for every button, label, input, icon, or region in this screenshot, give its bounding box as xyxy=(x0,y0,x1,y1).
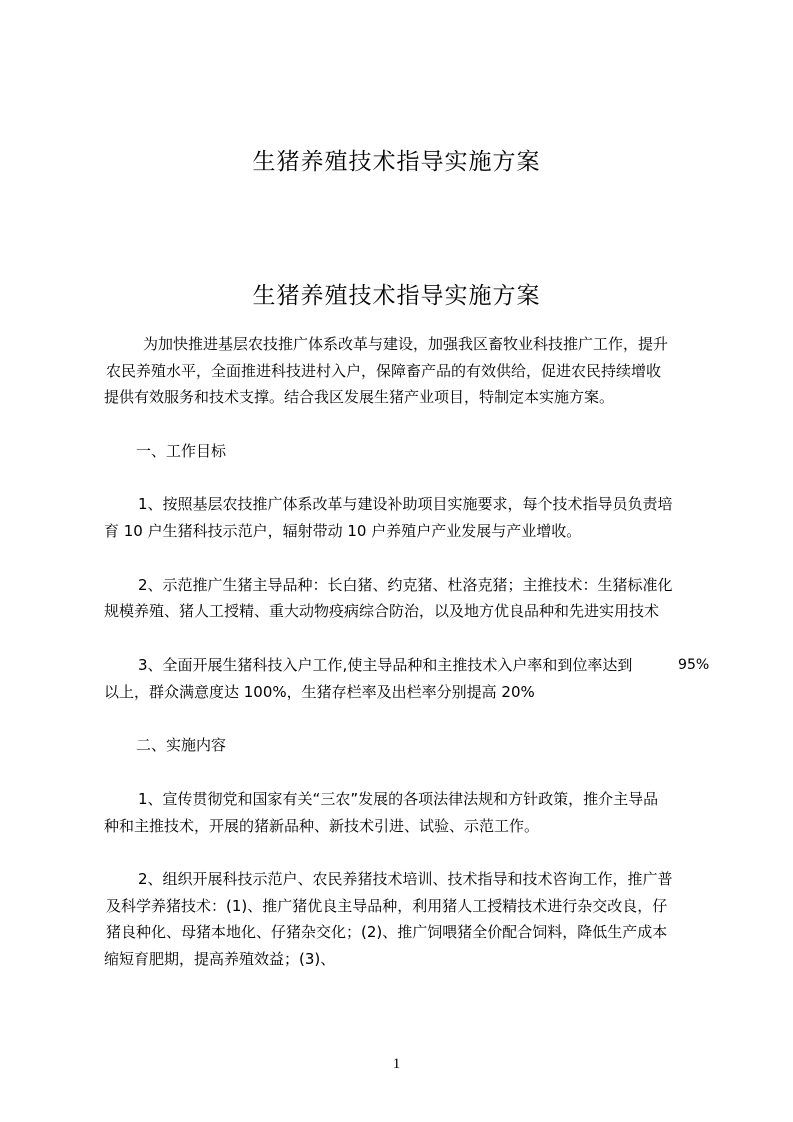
paragraph-line: 2、示范推广生猪主导品种：长白猪、约克猪、杜洛克猪；主推技术：生猪标准化 xyxy=(138,576,673,594)
paragraph-line: 种和主推技术，开展的猪新品种、新技术引进、试验、示范工作。 xyxy=(104,817,540,835)
paragraph-line: 1、宣传贯彻党和国家有关“三农”发展的各项法律法规和方针政策，推介主导品 xyxy=(138,790,659,808)
paragraph-line: 提供有效服务和技术支撑。结合我区发展生猪产业项目，特制定本实施方案。 xyxy=(104,388,615,406)
paragraph-line: 及科学养猪技术：(1)、推广猪优良主导品种，利用猪人工授精技术进行杂交改良，仔 xyxy=(106,897,668,915)
header-title: 生猪养殖技术指导实施方案 xyxy=(252,149,541,175)
section-heading: 一、工作目标 xyxy=(136,442,227,460)
paragraph-line: 农民养殖水平，全面推进科技进村入户，保障畜产品的有效供给，促进农民持续增收 xyxy=(106,362,662,380)
rate-value: 95% xyxy=(678,657,710,673)
paragraph-line: 为加快推进基层农技推广体系改革与建设，加强我区畜牧业科技推广工作，提升 xyxy=(143,335,669,353)
paragraph-line: 3、全面开展生猪科技入户工作,使主导品种和主推技术入户率和到位率达到 xyxy=(138,656,633,674)
paragraph-line: 育 10 户生猪科技示范户，辐射带动 10 户养殖户产业发展与产业增收。 xyxy=(104,522,582,540)
page-title: 生猪养殖技术指导实施方案 xyxy=(252,283,541,309)
paragraph-line: 猪良种化、母猪本地化、仔猪杂交化；(2)、推广饲喂猪全价配合饲料，降低生产成本 xyxy=(106,923,668,941)
paragraph-line: 规模养殖、猪人工授精、重大动物疫病综合防治，以及地方优良品种和先进实用技术 xyxy=(104,602,660,620)
paragraph-line: 2、组织开展科技示范户、农民养猪技术培训、技术指导和技术咨询工作，推广普 xyxy=(138,870,673,888)
section-heading: 二、实施内容 xyxy=(136,736,227,754)
paragraph-line: 1、按照基层农技推广体系改革与建设补助项目实施要求，每个技术指导员负责培 xyxy=(138,495,673,513)
paragraph-line: 以上，群众满意度达 100%，生猪存栏率及出栏率分别提高 20% xyxy=(104,683,535,701)
paragraph-line: 缩短育肥期，提高养殖效益；(3)、 xyxy=(104,950,336,968)
page-number: 1 xyxy=(392,1056,401,1072)
